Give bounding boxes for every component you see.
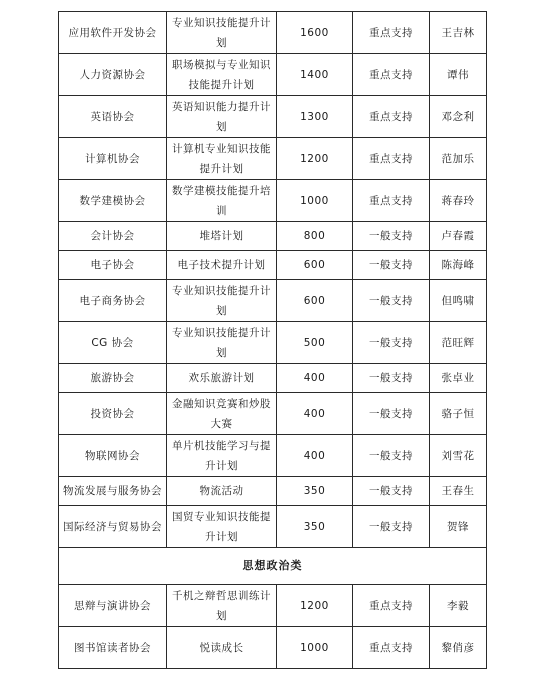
amount-cell: 400 xyxy=(277,364,353,393)
club-name-cell: CG 协会 xyxy=(59,322,167,364)
amount-cell: 600 xyxy=(277,251,353,280)
club-name-cell: 会计协会 xyxy=(59,222,167,251)
person-cell: 谭伟 xyxy=(430,54,487,96)
person-cell: 李毅 xyxy=(430,585,487,627)
club-name-cell: 图书馆读者协会 xyxy=(59,627,167,669)
amount-cell: 400 xyxy=(277,435,353,477)
plan-cell: 数学建模技能提升培训 xyxy=(167,180,277,222)
club-name-cell: 电子协会 xyxy=(59,251,167,280)
club-name-cell: 旅游协会 xyxy=(59,364,167,393)
table-row xyxy=(59,12,487,54)
support-level-cell: 重点支持 xyxy=(353,180,430,222)
person-cell: 范加乐 xyxy=(430,138,487,180)
amount-cell: 1400 xyxy=(277,54,353,96)
person-cell: 王吉林 xyxy=(430,12,487,54)
person-cell: 范旺辉 xyxy=(430,322,487,364)
table-row xyxy=(59,280,487,322)
person-cell: 刘雪花 xyxy=(430,435,487,477)
amount-cell: 400 xyxy=(277,393,353,435)
person-cell: 陈海峰 xyxy=(430,251,487,280)
support-level-cell: 一般支持 xyxy=(353,280,430,322)
club-name-cell: 人力资源协会 xyxy=(59,54,167,96)
amount-cell: 1200 xyxy=(277,138,353,180)
amount-cell: 800 xyxy=(277,222,353,251)
table-row xyxy=(59,180,487,222)
amount-cell: 1600 xyxy=(277,12,353,54)
amount-cell: 1200 xyxy=(277,585,353,627)
support-level-cell: 一般支持 xyxy=(353,364,430,393)
person-cell: 但鸣啸 xyxy=(430,280,487,322)
plan-cell: 欢乐旅游计划 xyxy=(167,364,277,393)
club-name-cell: 应用软件开发协会 xyxy=(59,12,167,54)
amount-cell: 350 xyxy=(277,506,353,548)
plan-cell: 英语知识能力提升计划 xyxy=(167,96,277,138)
table-row xyxy=(59,627,487,669)
support-level-cell: 一般支持 xyxy=(353,435,430,477)
amount-cell: 500 xyxy=(277,322,353,364)
club-name-cell: 投资协会 xyxy=(59,393,167,435)
table-row xyxy=(59,222,487,251)
plan-cell: 专业知识技能提升计划 xyxy=(167,12,277,54)
table-row xyxy=(59,251,487,280)
table-row xyxy=(59,393,487,435)
person-cell: 贺锋 xyxy=(430,506,487,548)
plan-cell: 物流活动 xyxy=(167,477,277,506)
table-row xyxy=(59,322,487,364)
plan-cell: 专业知识技能提升计划 xyxy=(167,322,277,364)
amount-cell: 600 xyxy=(277,280,353,322)
support-level-cell: 一般支持 xyxy=(353,393,430,435)
club-name-cell: 数学建模协会 xyxy=(59,180,167,222)
plan-cell: 堆塔计划 xyxy=(167,222,277,251)
plan-cell: 职场模拟与专业知识技能提升计划 xyxy=(167,54,277,96)
amount-cell: 1300 xyxy=(277,96,353,138)
support-level-cell: 一般支持 xyxy=(353,251,430,280)
table-row xyxy=(59,54,487,96)
plan-cell: 金融知识竞赛和炒股大赛 xyxy=(167,393,277,435)
support-level-cell: 一般支持 xyxy=(353,477,430,506)
support-level-cell: 重点支持 xyxy=(353,627,430,669)
person-cell: 蒋春玲 xyxy=(430,180,487,222)
club-name-cell: 物联网协会 xyxy=(59,435,167,477)
table-row xyxy=(59,506,487,548)
support-level-cell: 一般支持 xyxy=(353,506,430,548)
table-row xyxy=(59,585,487,627)
plan-cell: 国贸专业知识技能提升计划 xyxy=(167,506,277,548)
amount-cell: 350 xyxy=(277,477,353,506)
person-cell: 张卓业 xyxy=(430,364,487,393)
support-level-cell: 重点支持 xyxy=(353,54,430,96)
table-row xyxy=(59,435,487,477)
person-cell: 黎俏彦 xyxy=(430,627,487,669)
support-level-cell: 一般支持 xyxy=(353,222,430,251)
club-name-cell: 英语协会 xyxy=(59,96,167,138)
support-level-cell: 一般支持 xyxy=(353,322,430,364)
person-cell: 卢春霞 xyxy=(430,222,487,251)
support-level-cell: 重点支持 xyxy=(353,585,430,627)
plan-cell: 悦读成长 xyxy=(167,627,277,669)
table-row xyxy=(59,477,487,506)
club-name-cell: 电子商务协会 xyxy=(59,280,167,322)
person-cell: 骆子恒 xyxy=(430,393,487,435)
support-level-cell: 重点支持 xyxy=(353,12,430,54)
plan-cell: 千机之辩哲思训练计划 xyxy=(167,585,277,627)
amount-cell: 1000 xyxy=(277,180,353,222)
club-name-cell: 思辩与演讲协会 xyxy=(59,585,167,627)
plan-cell: 计算机专业知识技能提升计划 xyxy=(167,138,277,180)
table-row xyxy=(59,364,487,393)
document-page xyxy=(58,11,486,669)
plan-cell: 单片机技能学习与提升计划 xyxy=(167,435,277,477)
club-funding-table xyxy=(58,11,487,669)
plan-cell: 专业知识技能提升计划 xyxy=(167,280,277,322)
plan-cell: 电子技术提升计划 xyxy=(167,251,277,280)
person-cell: 王春生 xyxy=(430,477,487,506)
category-header-row xyxy=(59,548,487,585)
category-title: 思想政治类 xyxy=(59,548,487,585)
amount-cell: 1000 xyxy=(277,627,353,669)
support-level-cell: 重点支持 xyxy=(353,96,430,138)
person-cell: 邓念利 xyxy=(430,96,487,138)
club-name-cell: 国际经济与贸易协会 xyxy=(59,506,167,548)
club-name-cell: 计算机协会 xyxy=(59,138,167,180)
table-row xyxy=(59,96,487,138)
table-row xyxy=(59,138,487,180)
support-level-cell: 重点支持 xyxy=(353,138,430,180)
club-name-cell: 物流发展与服务协会 xyxy=(59,477,167,506)
